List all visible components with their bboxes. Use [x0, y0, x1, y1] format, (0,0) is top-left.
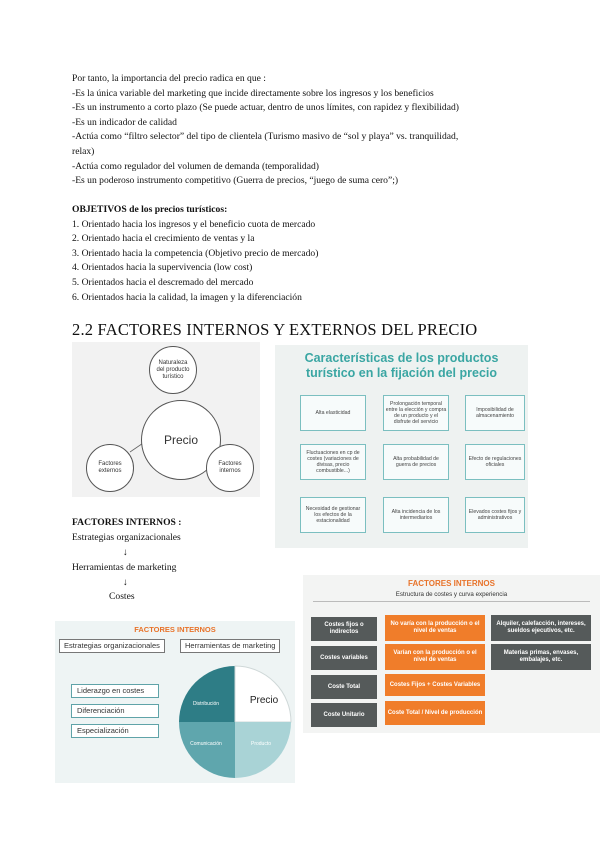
- characteristic-box: Fluctuaciones en cp de costes (variaciones de divisas, precio combustible...): [300, 444, 366, 480]
- pie-segment-producto: [235, 722, 291, 778]
- intro-line: -Es un indicador de calidad: [72, 116, 177, 128]
- tab-strategies: Estrategias organizacionales: [59, 639, 165, 653]
- diagram-node-left-label: Factores externos: [98, 461, 122, 474]
- pie-label: Producto: [250, 741, 272, 747]
- cost-type-label: Coste Unitario: [311, 703, 377, 727]
- pie-label: Precio: [249, 695, 279, 706]
- costs-panel-title: FACTORES INTERNOS: [408, 579, 495, 588]
- strategy-item: Diferenciación: [71, 704, 159, 718]
- objective-item: 2. Orientado hacia el crecimiento de ventas y la: [72, 233, 255, 245]
- objectives-list: [72, 203, 318, 305]
- objective-item: 6. Orientados hacia la calidad, la imagen y la diferenciación: [72, 291, 302, 303]
- cost-type-label: Costes fijos o indirectos: [311, 617, 377, 641]
- factores-internos-line: Costes: [109, 591, 135, 602]
- internal-factors-panel: [55, 621, 295, 783]
- strategy-item: Especialización: [71, 724, 159, 738]
- characteristic-box: Imposibilidad de almacenamiento: [465, 395, 525, 431]
- pie-segment-comunicacion: [179, 722, 235, 778]
- diagram-node-left: [86, 444, 134, 492]
- cost-examples: Materias primas, envases, embalajes, etc.: [491, 644, 591, 670]
- objective-item: 4. Orientados hacia la supervivencia (low cost): [72, 262, 253, 274]
- characteristic-box: Elevados costes fijos y administrativos: [465, 497, 525, 533]
- intro-line: -Es la única variable del marketing que incide directamente sobre los ingresos y los beneficios: [72, 87, 434, 99]
- characteristics-title: Características de los productos turístico en la fijación del precio: [304, 351, 499, 380]
- cost-definition: Coste Total / Nivel de producción: [385, 701, 485, 725]
- internal-factors-title: FACTORES INTERNOS: [134, 625, 216, 634]
- intro-line: relax): [72, 145, 95, 157]
- pie-label: Comunicación: [190, 741, 222, 747]
- arrow-down-icon: ↓: [123, 577, 128, 588]
- intro-line: -Actúa como “filtro selector” del tipo de clientela (Turismo masivo de “sol y playa” vs. tranquilidad,: [72, 131, 459, 143]
- cost-type-label: Costes variables: [311, 646, 377, 670]
- characteristic-box: Alta elasticidad: [300, 395, 366, 431]
- characteristic-box: Necesidad de gestionar los efectos de la estacionalidad: [300, 497, 366, 533]
- tab-marketing-tools: Herramientas de marketing: [180, 639, 280, 653]
- arrow-down-icon: ↓: [123, 547, 128, 558]
- objectives-title: OBJETIVOS de los precios turísticos:: [72, 204, 228, 215]
- cost-definition: Varían con la producción o el nivel de ventas: [385, 644, 485, 670]
- strategy-item: Liderazgo en costes: [71, 684, 159, 698]
- factores-internos-title: FACTORES INTERNOS :: [72, 517, 182, 528]
- diagram-node-center-label: Precio: [163, 433, 198, 447]
- intro-line: -Es un poderoso instrumento competitivo (Guerra de precios, “juego de suma cero”;): [72, 175, 399, 187]
- price-factors-diagram: [72, 342, 260, 497]
- factores-internos-line: Herramientas de marketing: [72, 562, 177, 573]
- intro-line: -Es un instrumento a corto plazo (Se puede actuar, dentro de unos límites, con rapidez y flexibilidad): [72, 102, 459, 114]
- intro-line: Por tanto, la importancia del precio radica en que :: [72, 73, 266, 84]
- factores-internos-line: Estrategias organizacionales: [72, 532, 181, 543]
- costs-structure-panel: [303, 575, 600, 733]
- intro-line: -Actúa como regulador del volumen de demanda (temporalidad): [72, 160, 319, 172]
- diagram-node-top-label: Naturaleza del producto turístico: [156, 359, 190, 380]
- cost-type-label: Coste Total: [311, 675, 377, 699]
- characteristic-box: Alta probabilidad de guerra de precios: [383, 444, 449, 480]
- objective-item: 5. Orientados hacia el descremado del mercado: [72, 276, 254, 288]
- marketing-mix-pie: [176, 663, 294, 781]
- pie-label: Distribución: [192, 701, 220, 707]
- characteristic-box: Alta incidencia de los intermediarios: [383, 497, 449, 533]
- diagram-node-right: [206, 444, 254, 492]
- pie-segment-precio: [235, 666, 291, 722]
- pie-segment-distribucion: [179, 666, 235, 722]
- cost-definition: No varía con la producción o el nivel de ventas: [385, 615, 485, 641]
- intro-paragraph: [72, 72, 459, 189]
- cost-definition: Costes Fijos + Costes Variables: [385, 674, 485, 696]
- cost-examples: Alquiler, calefacción, intereses, sueldos ejecutivos, etc.: [491, 615, 591, 641]
- characteristic-box: Efecto de regulaciones oficiales: [465, 444, 525, 480]
- diagram-node-right-label: Factores internos: [218, 461, 242, 474]
- objective-item: 3. Orientado hacia la competencia (Objetivo precio de mercado): [72, 247, 319, 259]
- costs-panel-subtitle: Estructura de costes y curva experiencia: [313, 591, 590, 602]
- characteristic-box: Prolongación temporal entre la elección y compra de un producto y el disfrute del servicio: [383, 395, 449, 431]
- section-heading: 2.2 FACTORES INTERNOS Y EXTERNOS DEL PRECIO: [72, 320, 478, 339]
- characteristics-panel: [275, 345, 528, 548]
- objective-item: 1. Orientado hacia los ingresos y el beneficio cuota de mercado: [72, 218, 316, 230]
- diagram-node-top: [149, 346, 197, 394]
